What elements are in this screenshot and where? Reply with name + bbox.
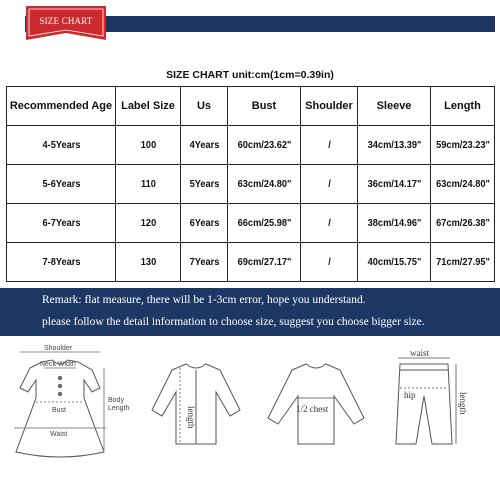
cell-length: 63cm/24.80" [434,165,490,204]
cell-us: 4Years [183,126,224,165]
dress-shoulder-label: Shoulder [44,345,73,352]
cell-bust: 60cm/23.62" [232,126,296,165]
cell-length: 59cm/23.23" [434,126,490,165]
cell-age: 7-8Years [13,243,109,282]
col-header-length: Length [431,87,495,126]
table-row [7,243,495,282]
cell-age: 4-5Years [13,126,109,165]
cell-age: 5-6Years [13,165,109,204]
cell-label-size: 130 [119,243,176,282]
pants-diagram [396,358,456,444]
shirt-diagram [152,364,240,444]
cell-sleeve: 40cm/15.75" [362,243,426,282]
col-header-shoulder: Shoulder [301,87,358,126]
cell-bust: 66cm/25.98" [232,204,296,243]
table-row [7,204,495,243]
table-row [7,126,495,165]
dress-neck-width-label: Neck Width [40,361,76,368]
dress-waist-label: Waist [50,431,68,438]
pants-hip-label: hip [404,390,416,400]
remark-line-1: Remark: flat measure, there will be 1-3cm error, hope you understand. [42,294,366,306]
col-header-bust: Bust [228,87,301,126]
cell-sleeve: 36cm/14.17" [362,165,426,204]
cell-age: 6-7Years [13,204,109,243]
measurement-diagrams [0,340,500,500]
cell-shoulder: / [304,243,354,282]
dress-bust-label: Bust [52,407,67,414]
col-header-label-size: Label Size [116,87,181,126]
chart-title: SIZE CHART unit:cm(1cm=0.39in) [166,69,334,81]
cell-bust: 63cm/24.80" [232,165,296,204]
sweater-chest-label: 1/2 chest [296,404,329,414]
cell-us: 5Years [183,165,224,204]
cell-bust: 69cm/27.17" [232,243,296,282]
cell-sleeve: 38cm/14.96" [362,204,426,243]
cell-us: 6Years [183,204,224,243]
size-table [6,86,495,282]
col-header-us: Us [181,87,228,126]
dress-body-label: Body [108,397,124,404]
shirt-length-label: length [186,406,196,429]
cell-label-size: 110 [119,165,176,204]
cell-shoulder: / [304,204,354,243]
cell-shoulder: / [304,165,354,204]
cell-us: 7Years [183,243,224,282]
dress-length-label: Length [108,405,130,412]
cell-sleeve: 34cm/13.39" [362,126,426,165]
table-header-row [7,87,495,126]
table-row [7,165,495,204]
cell-label-size: 100 [119,126,176,165]
cell-length: 67cm/26.38" [434,204,490,243]
cell-shoulder: / [304,126,354,165]
cell-length: 71cm/27.95" [434,243,490,282]
col-header-sleeve: Sleeve [358,87,431,126]
cell-label-size: 120 [119,204,176,243]
pants-waist-label: waist [410,348,429,358]
pants-length-label: length [458,392,468,415]
remark-banner [0,288,500,336]
size-chart-badge-label: SIZE CHART [39,16,93,26]
remark-line-2: please follow the detail information to choose size, suggest you choose bigger size. [42,316,425,328]
col-header-age: Recommended Age [7,87,116,126]
